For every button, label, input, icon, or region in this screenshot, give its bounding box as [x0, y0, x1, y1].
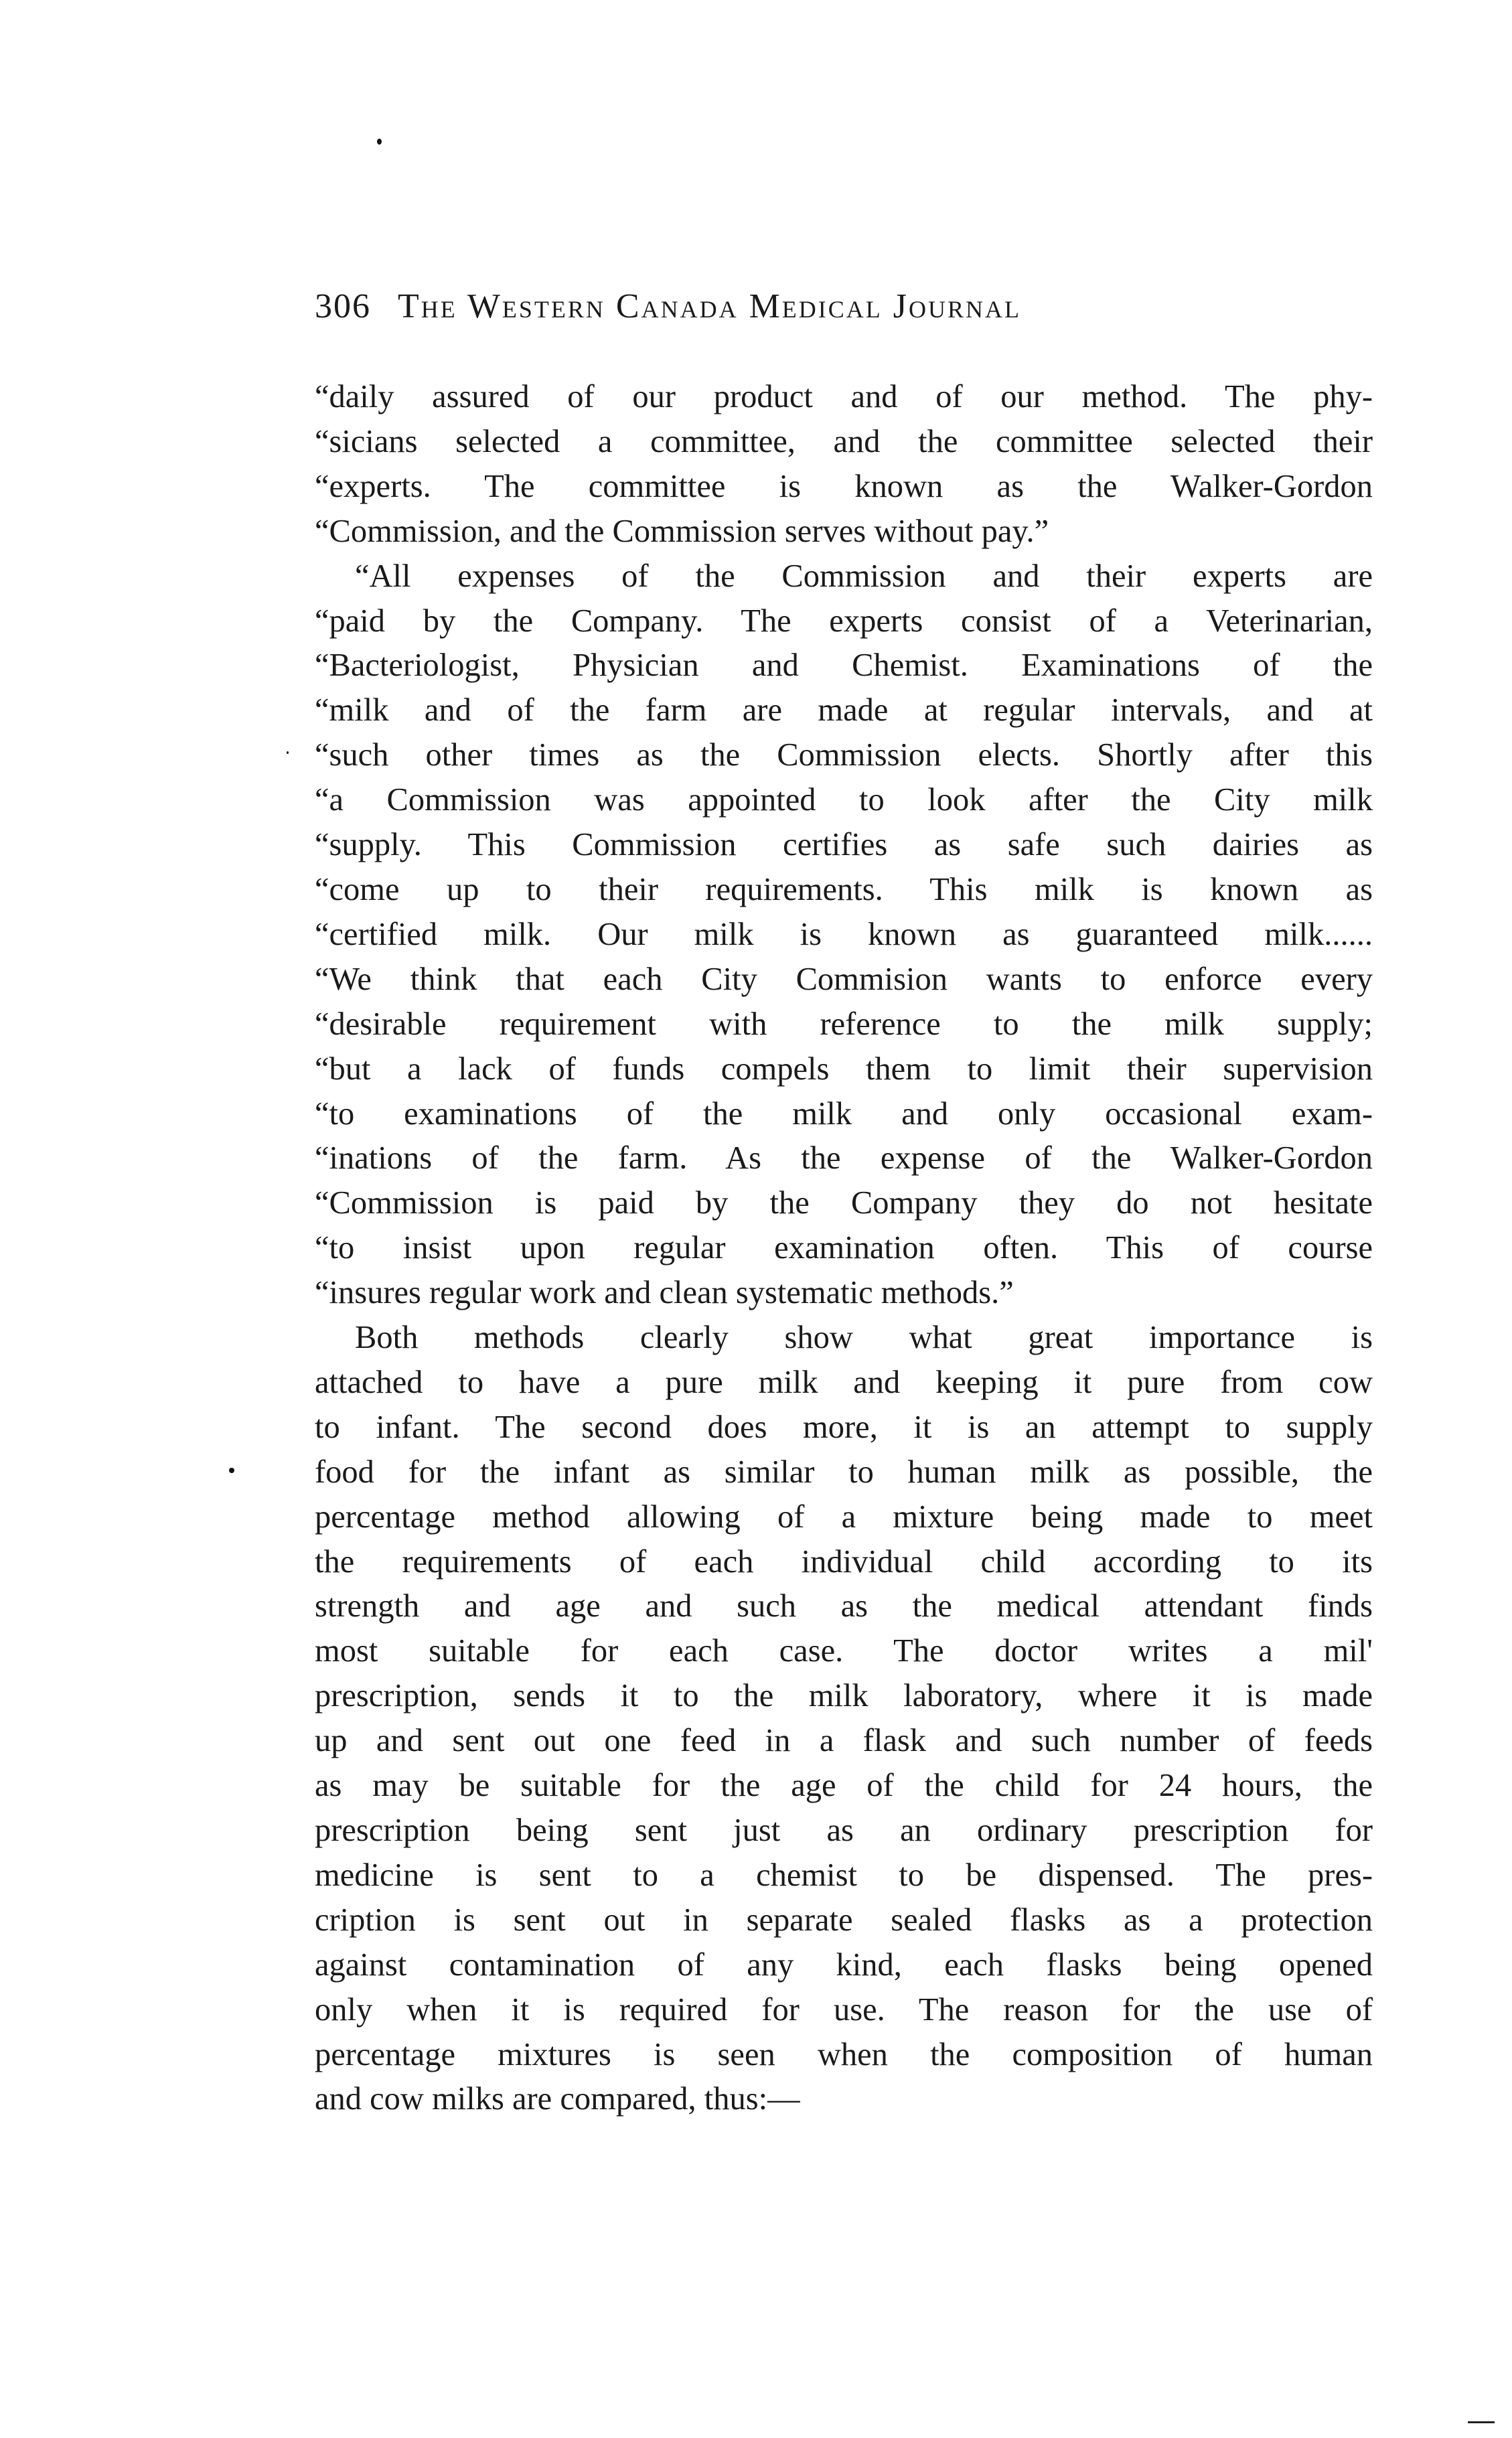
text-line: only when it is required for use. The reason for the use of [315, 1991, 1373, 2028]
text-line: “such other times as the Commission elects. Shortly after this [315, 737, 1373, 773]
text-line: Both methods clearly show what great importance is [355, 1320, 1373, 1356]
running-header [315, 287, 1021, 326]
text-line: “experts. The committee is known as the Walker-Gordon [315, 468, 1373, 504]
text-line: against contamination of any kind, each flasks being opened [315, 1947, 1373, 1983]
text-line: “daily assured of our product and of our method. The phy- [315, 379, 1373, 414]
text-line: percentage method allowing of a mixture being made to meet [315, 1499, 1373, 1535]
text-line: “to insist upon regular examination often. This of course [315, 1230, 1373, 1266]
text-line: strength and age and such as the medical attendant finds [315, 1588, 1373, 1624]
page-number: 306 [315, 287, 371, 325]
text-line: “supply. This Commission certifies as safe such dairies as [315, 827, 1373, 863]
text-line: “We think that each City Commision wants to enforce every [315, 961, 1373, 997]
text-line: prescription, sends it to the milk laboratory, where it is made [315, 1678, 1373, 1714]
text-line: “come up to their requirements. This milk is known as [315, 871, 1373, 907]
page-edge-mark [1468, 2421, 1495, 2423]
text-line: up and sent out one feed in a flask and such number of feeds [315, 1723, 1373, 1759]
text-line: medicine is sent to a chemist to be dispensed. The pres- [315, 1857, 1373, 1893]
text-line: food for the infant as similar to human milk as possible, the [315, 1454, 1373, 1490]
text-line: percentage mixtures is seen when the composition of human [315, 2036, 1373, 2072]
text-line: prescription being sent just as an ordinary prescription for [315, 1813, 1373, 1848]
text-line: cription is sent out in separate sealed flasks as a protection [315, 1902, 1373, 1938]
journal-title: The Western Canada Medical Journal [398, 287, 1022, 325]
text-line: “but a lack of funds compels them to limit their supervision [315, 1051, 1373, 1087]
text-line: “inations of the farm. As the expense of the Walker-Gordon [315, 1140, 1373, 1176]
ink-speck [229, 1468, 234, 1473]
text-line: “insures regular work and clean systematic methods.” [315, 1275, 1014, 1311]
text-line: “a Commission was appointed to look after the City milk [315, 782, 1373, 818]
text-line: the requirements of each individual child according to its [315, 1543, 1373, 1580]
text-line: most suitable for each case. The doctor writes a mil' [315, 1633, 1373, 1669]
ink-speck [287, 751, 289, 754]
text-line: “sicians selected a committee, and the committee selected their [315, 423, 1373, 459]
ink-speck [377, 139, 382, 145]
text-line: and cow milks are compared, thus:— [315, 2081, 800, 2117]
text-line: “to examinations of the milk and only occasional exam- [315, 1095, 1373, 1132]
text-line: “milk and of the farm are made at regular intervals, and at [315, 692, 1373, 729]
body-text [315, 375, 1373, 2122]
text-line: “Commission is paid by the Company they do not hesitate [315, 1185, 1373, 1221]
text-line: “certified milk. Our milk is known as guaranteed milk...... [315, 916, 1373, 952]
text-line: as may be suitable for the age of the child for 24 hours, the [315, 1768, 1373, 1804]
text-line: “All expenses of the Commission and their experts are [355, 558, 1373, 594]
text-line: “Bacteriologist, Physician and Chemist. Examinations of the [315, 647, 1373, 684]
text-line: “Commission, and the Commission serves without pay.” [315, 513, 1049, 549]
text-line: “paid by the Company. The experts consist of a Veterinarian, [315, 603, 1373, 639]
text-line: to infant. The second does more, it is an attempt to supply [315, 1409, 1373, 1445]
text-line: “desirable requirement with reference to the milk supply; [315, 1006, 1373, 1042]
text-line: attached to have a pure milk and keeping it pure from cow [315, 1364, 1373, 1400]
